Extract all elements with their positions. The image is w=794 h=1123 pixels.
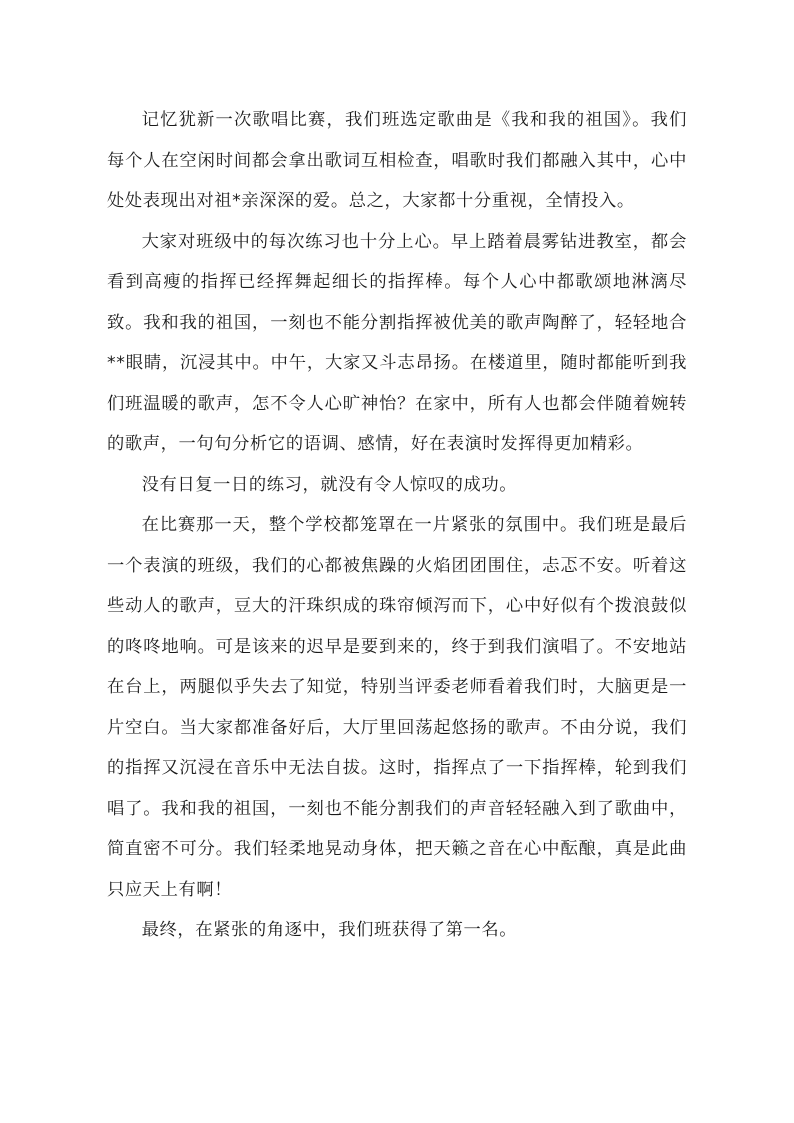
paragraph-5: 最终，在紧张的角逐中，我们班获得了第一名。 (141, 920, 518, 940)
paragraph-3: 没有日复一日的练习，就没有令人惊叹的成功。 (141, 474, 518, 495)
paragraph-2: 大家对班级中的每次练习也十分上心。早上踏着晨雾钻进教室，都会看到高瘦的指挥已经挥舞起细长的指挥棒。每个人心中都歌颂地淋漓尽致。我和我的祖国，一刻也不能分割指挥被优美的歌声陶醉了，轻轻地合**眼睛，沉浸其中。中午，大家又斗志昂扬。在楼道里，随时都能听到我们班温暖的歌声，怎不令人心旷神怡？在家中，所有人也都会伴随着婉转的歌声，一句句分析它的语调、感情，好在表演时发挥得更加精彩。 (107, 231, 687, 454)
paragraph-1: 记忆犹新一次歌唱比赛，我们班选定歌曲是《我和我的祖国》。我们每个人在空闲时间都会拿出歌词互相检查，唱歌时我们都融入其中，心中处处表现出对祖*亲深深的爱。总之，大家都十分重视，全情投入。 (107, 110, 687, 211)
paragraph-4: 在比赛那一天，整个学校都笼罩在一片紧张的氛围中。我们班是最后一个表演的班级，我们的心都被焦躁的火焰团团围住，忐忑不安。听着这些动人的歌声，豆大的汗珠织成的珠帘倾泻而下，心中好似有个拨浪鼓似的咚咚地响。可是该来的迟早是要到来的，终于到我们演唱了。不安地站在台上，两腿似乎失去了知觉，特别当评委老师看着我们时，大脑更是一片空白。当大家都准备好后，大厅里回荡起悠扬的歌声。不由分说，我们的指挥又沉浸在音乐中无法自拔。这时，指挥点了一下指挥棒，轮到我们唱了。我和我的祖国，一刻也不能分割我们的声音轻轻融入到了歌曲中，简直密不可分。我们轻柔地晃动身体，把天籁之音在心中酝酿，真是此曲只应天上有啊！ (107, 515, 687, 900)
document-body (107, 100, 687, 951)
